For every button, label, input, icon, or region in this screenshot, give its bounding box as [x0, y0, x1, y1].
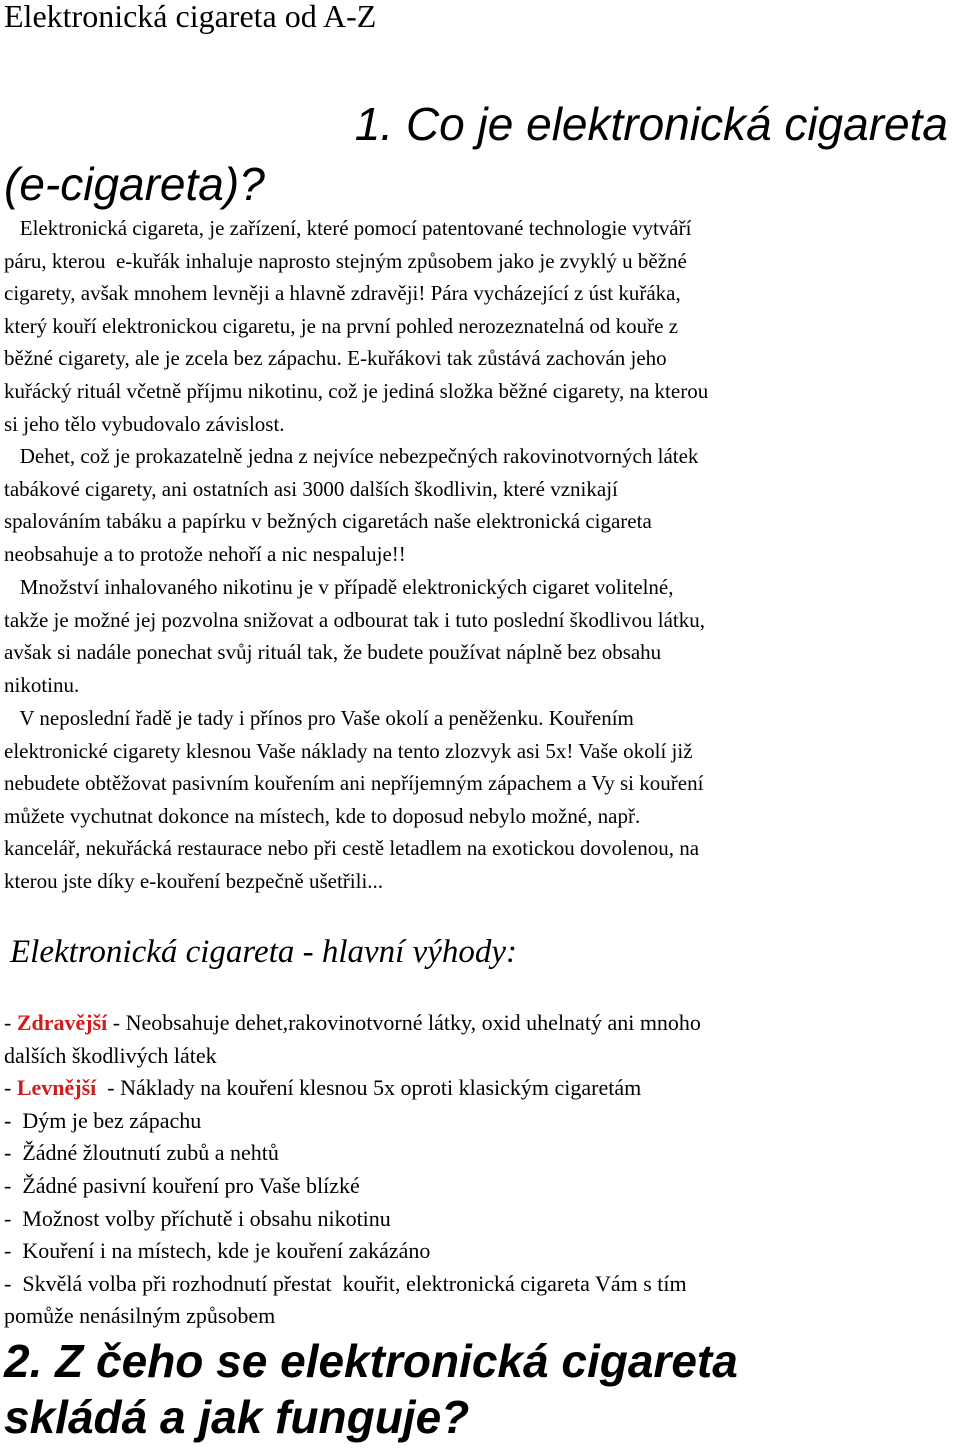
benefit-dash: -	[4, 1172, 23, 1198]
benefit-text: - Neobsahuje dehet,rakovinotvorné látky, oxid uhelnatý ani mnoho	[107, 1010, 701, 1035]
benefit-text: Možnost volby příchutě i obsahu nikotinu	[22, 1205, 391, 1231]
benefit-item	[4, 1235, 960, 1268]
benefit-highlight: Zdravější	[16, 1010, 108, 1035]
benefit-item	[4, 1007, 960, 1040]
benefit-text: dalších škodlivých látek	[4, 1042, 217, 1068]
benefit-dash: -	[4, 1205, 23, 1231]
paragraph-line: tabákové cigarety, ani ostatních asi 3000 dalších škodlivin, které vznikají	[4, 476, 618, 501]
benefits-heading: Elektronická cigareta - hlavní výhody:	[10, 934, 518, 970]
benefit-dash: -	[4, 1107, 23, 1133]
paragraph-line: si jeho tělo vybudovalo závislost.	[4, 411, 285, 436]
paragraph-line: nebudete obtěžovat pasivním kouřením ani nepříjemným zápachem a Vy si kouření	[4, 771, 704, 796]
benefit-text: Skvělá volba při rozhodnutí přestat kouřit, elektronická cigareta Vám s tím	[22, 1270, 687, 1296]
paragraph-line: kuřácký rituál včetně příjmu nikotinu, což je jediná složka běžné cigarety, na kterou	[4, 378, 709, 403]
section2-heading-line2: skládá a jak funguje?	[4, 1391, 470, 1443]
paragraph-line: běžné cigarety, ale je zcela bez zápachu. E-kuřákovi tak zůstává zachován jeho	[4, 346, 667, 371]
benefit-text: Žádné pasivní kouření pro Vaše blízké	[22, 1172, 360, 1198]
benefits-list	[4, 1007, 960, 1333]
benefit-dash: -	[4, 1075, 17, 1101]
benefit-item	[4, 1072, 960, 1105]
section2-heading-line1: 2. Z čeho se elektronická cigareta	[4, 1335, 738, 1387]
benefit-item	[4, 1105, 960, 1138]
document-title: Elektronická cigareta od A-Z	[4, 0, 377, 34]
benefit-dash: -	[4, 1010, 17, 1035]
paragraph-line: který kouří elektronickou cigaretu, je na první pohled nerozeznatelná od kouře z	[4, 313, 679, 338]
benefit-text: Žádné žloutnutí zubů a nehtů	[22, 1140, 279, 1166]
benefit-item	[4, 1137, 960, 1170]
paragraph-line: páru, kterou e-kuřák inhaluje naprosto stejným způsobem jako je zvyklý u běžné	[4, 248, 687, 273]
benefit-item	[4, 1170, 960, 1203]
paragraph-line: nikotinu.	[4, 672, 80, 697]
paragraph-line: V neposlední řadě je tady i přínos pro Vaše okolí a peněženku. Kouřením	[4, 706, 634, 730]
benefit-dash: -	[4, 1140, 23, 1166]
benefit-item	[4, 1203, 960, 1236]
benefit-highlight: Levnější	[16, 1075, 97, 1101]
paragraph-line: Elektronická cigareta, je zařízení, které pomocí patentované technologie vytváří	[4, 216, 692, 240]
paragraph-intro	[4, 212, 960, 440]
benefit-dash: -	[4, 1238, 23, 1264]
paragraph-line: neobsahuje a to protože nehoří a nic nespaluje!!	[4, 541, 406, 566]
paragraph-line: avšak si nadále ponechat svůj rituál tak, že budete používat náplně bez obsahu	[4, 640, 662, 665]
paragraph-tar	[4, 440, 960, 570]
benefit-item	[4, 1268, 960, 1301]
section1-heading-line1: 1. Co je elektronická cigareta	[354, 98, 948, 150]
paragraph-line: spalováním tabáku a papírku v bežných cigaretách naše elektronická cigareta	[4, 509, 652, 534]
paragraph-line: cigarety, avšak mnohem levněji a hlavně zdravěji! Pára vycházející z úst kuřáka,	[4, 281, 681, 306]
section1-heading-line2: (e-cigareta)?	[4, 158, 265, 210]
paragraph-line: elektronické cigarety klesnou Vaše náklady na tento zlozvyk asi 5x! Vaše okolí již	[4, 738, 693, 763]
paragraph-line: můžete vychutnat dokonce na místech, kde to doposud nebylo možné, např.	[4, 803, 641, 828]
paragraph-line: Dehet, což je prokazatelně jedna z nejvíce nebezpečných rakovinotvorných látek	[4, 444, 699, 468]
paragraph-line: takže je možné jej pozvolna snižovat a odbourat tak i tuto poslední škodlivou látku,	[4, 607, 705, 632]
paragraph-nicotine	[4, 571, 960, 701]
benefit-text: Dým je bez zápachu	[22, 1107, 202, 1133]
paragraph-benefits-wallet	[4, 702, 960, 898]
benefit-item	[4, 1040, 960, 1073]
benefit-text: Kouření i na místech, kde je kouření zakázáno	[22, 1238, 431, 1264]
paragraph-line: Množství inhalovaného nikotinu je v případě elektronických cigaret volitelné,	[4, 575, 674, 599]
benefit-text: pomůže nenásilným způsobem	[4, 1303, 276, 1329]
paragraph-line: kterou jste díky e-kouření bezpečně ušetřili...	[4, 868, 384, 893]
benefit-text: - Náklady na kouření klesnou 5x oproti klasickým cigaretám	[96, 1075, 642, 1101]
benefit-dash: -	[4, 1270, 23, 1296]
paragraph-line: kancelář, nekuřácká restaurace nebo při cestě letadlem na exotickou dovolenou, na	[4, 836, 700, 861]
benefit-item	[4, 1300, 960, 1333]
